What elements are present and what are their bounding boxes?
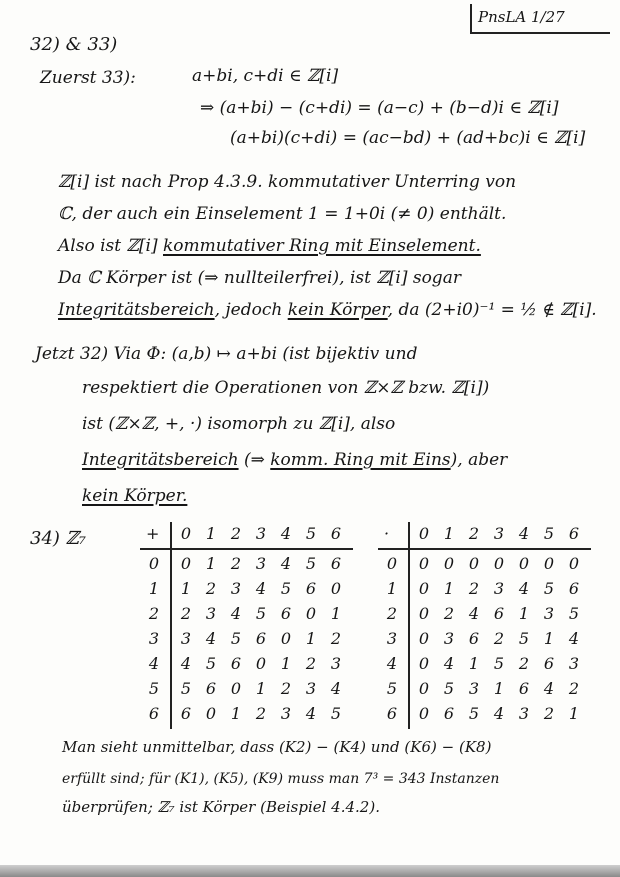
mul-table-cell: 0	[443, 554, 455, 573]
add-table-cell: 4	[280, 554, 292, 573]
add-table-cell: 6	[255, 629, 267, 648]
proof32-line5-underlined: kein Körper.	[82, 486, 188, 506]
mul-table-cell: 0	[468, 554, 480, 573]
mul-table-cell: 2	[543, 704, 555, 723]
mul-table-cell: 3	[518, 704, 530, 723]
mul-table-cell: 3	[468, 679, 480, 698]
add-table-cell: 0	[305, 604, 317, 623]
text-line-5-mid: , jedoch	[214, 300, 288, 320]
add-table-cell: 1	[280, 654, 292, 673]
add-table-cell: 2	[305, 654, 317, 673]
mul-table-header-cell: 4	[518, 524, 530, 543]
add-table-cell: 6	[230, 654, 242, 673]
mul-table-cell: 0	[493, 554, 505, 573]
add-table-row-label: 5	[148, 679, 160, 698]
section-title-32-33: 32) & 33)	[30, 34, 118, 55]
page-header-label: PnsLA 1/27	[478, 8, 565, 26]
add-table-cell: 6	[205, 679, 217, 698]
mul-table-cell: 0	[418, 704, 430, 723]
proof32-line4	[82, 452, 507, 469]
add-table-row-label: 1	[148, 579, 160, 598]
mul-table-row-label: 5	[386, 679, 398, 698]
mul-table-cell: 1	[493, 679, 505, 698]
add-table-cell: 2	[180, 604, 192, 623]
mul-table-cell: 6	[518, 679, 530, 698]
add-table-header-cell: 2	[230, 524, 242, 543]
add-table-vertical-rule	[170, 522, 172, 729]
mul-table-cell: 6	[543, 654, 555, 673]
mul-table-cell: 5	[493, 654, 505, 673]
multiplication-table	[378, 522, 608, 732]
add-table-cell: 0	[205, 704, 217, 723]
add-table-cell: 3	[205, 604, 217, 623]
proof32-line1: Jetzt 32) Via Φ: (a,b) ↦ a+bi (ist bijektiv und	[35, 344, 418, 364]
proof33-label: Zuerst 33):	[40, 68, 136, 88]
mul-table-vertical-rule	[408, 522, 410, 729]
conclusion-line-1: Man sieht unmittelbar, dass (K2) − (K4) und (K6) − (K8)	[62, 738, 492, 756]
text-line-5-underlined-b: kein Körper	[287, 300, 388, 320]
add-table-row-label: 3	[148, 629, 160, 648]
proof32-line3: ist (ℤ×ℤ, +, ·) isomorph zu ℤ[i], also	[82, 414, 396, 434]
mul-table-cell: 6	[468, 629, 480, 648]
add-table-cell: 1	[330, 604, 342, 623]
add-table-cell: 4	[230, 604, 242, 623]
add-table-cell: 3	[230, 579, 242, 598]
add-table-cell: 0	[180, 554, 192, 573]
mul-table-cell: 0	[518, 554, 530, 573]
add-table-cell: 6	[330, 554, 342, 573]
mul-table-row-label: 1	[386, 579, 398, 598]
mul-table-cell: 0	[543, 554, 555, 573]
proof32-line2: respektiert die Operationen von ℤ×ℤ bzw. ℤ[i])	[82, 378, 490, 398]
proof32-line5	[82, 488, 187, 505]
add-table-cell: 2	[280, 679, 292, 698]
mul-table-cell: 6	[568, 579, 580, 598]
add-table-cell: 1	[255, 679, 267, 698]
mul-table-cell: 2	[443, 604, 455, 623]
mul-table-cell: 0	[568, 554, 580, 573]
mul-table-cell: 2	[493, 629, 505, 648]
mul-table-cell: 5	[468, 704, 480, 723]
mul-table-cell: 5	[568, 604, 580, 623]
mul-table-cell: 6	[443, 704, 455, 723]
mul-table-cell: 1	[443, 579, 455, 598]
mul-table-row-label: 2	[386, 604, 398, 623]
add-table-cell: 3	[255, 554, 267, 573]
mul-table-cell: 0	[418, 579, 430, 598]
text-line-2: ℂ, der auch ein Einselement 1 = 1+0i (≠ 0) enthält.	[58, 204, 507, 224]
mul-table-cell: 1	[543, 629, 555, 648]
mul-table-cell: 4	[543, 679, 555, 698]
mul-table-cell: 1	[468, 654, 480, 673]
mul-table-cell: 3	[493, 579, 505, 598]
mul-table-row-label: 0	[386, 554, 398, 573]
mul-table-cell: 4	[493, 704, 505, 723]
add-table-cell: 2	[230, 554, 242, 573]
text-line-5	[58, 302, 597, 319]
header-rule-vertical	[470, 4, 472, 34]
conclusion-line-2: erfüllt sind; für (K1), (K5), (K9) muss man 7³ = 343 Instanzen	[62, 771, 500, 787]
add-table-cell: 3	[180, 629, 192, 648]
proof33-line1: a+bi, c+di ∈ ℤ[i]	[192, 66, 339, 86]
text-line-4: Da ℂ Körper ist (⇒ nullteilerfrei), ist ℤ[i] sogar	[58, 268, 461, 288]
add-table-header-cell: 0	[180, 524, 192, 543]
add-table-cell: 1	[205, 554, 217, 573]
conclusion-line-3: überprüfen; ℤ₇ ist Körper (Beispiel 4.4.2).	[62, 798, 380, 816]
proof33-line3: (a+bi)(c+di) = (ac−bd) + (ad+bc)i ∈ ℤ[i]	[230, 128, 586, 148]
mul-table-cell: 2	[468, 579, 480, 598]
mul-table-cell: 1	[518, 604, 530, 623]
mul-table-row-label: 6	[386, 704, 398, 723]
mul-table-cell: 4	[443, 654, 455, 673]
add-table-cell: 2	[205, 579, 217, 598]
section-title-34: 34) ℤ₇	[30, 528, 87, 549]
text-line-5-underlined-a: Integritätsbereich	[58, 300, 215, 320]
mul-table-header-cell: 0	[418, 524, 430, 543]
add-table-row-label: 0	[148, 554, 160, 573]
text-line-3-underlined: kommutativer Ring mit Einselement.	[163, 236, 481, 256]
add-table-cell: 3	[330, 654, 342, 673]
add-table-header-cell: 3	[255, 524, 267, 543]
mul-table-cell: 0	[418, 629, 430, 648]
mul-table-cell: 4	[468, 604, 480, 623]
mul-table-cell: 6	[493, 604, 505, 623]
add-table-header-cell: 6	[330, 524, 342, 543]
add-table-cell: 5	[280, 579, 292, 598]
add-table-header-cell: 4	[280, 524, 292, 543]
mul-table-cell: 0	[418, 679, 430, 698]
add-table-row-label: 2	[148, 604, 160, 623]
mul-table-header-cell: 2	[468, 524, 480, 543]
text-line-5-suffix: , da (2+i0)⁻¹ = ½ ∉ ℤ[i].	[387, 300, 597, 320]
mul-table-cell: 0	[418, 554, 430, 573]
add-table-cell: 0	[280, 629, 292, 648]
mul-table-cell: 1	[568, 704, 580, 723]
mul-table-row-label: 3	[386, 629, 398, 648]
add-table-horizontal-rule	[140, 548, 353, 550]
add-table-cell: 4	[255, 579, 267, 598]
add-table-cell: 5	[205, 654, 217, 673]
proof32-line4-suffix: ), aber	[450, 450, 508, 470]
mul-table-cell: 0	[418, 654, 430, 673]
add-table-cell: 6	[305, 579, 317, 598]
add-table-cell: 4	[205, 629, 217, 648]
proof32-line4-mid: (⇒	[238, 450, 271, 470]
add-table-cell: 1	[230, 704, 242, 723]
mul-table-operator: ·	[384, 524, 390, 543]
mul-table-cell: 5	[443, 679, 455, 698]
mul-table-cell: 3	[443, 629, 455, 648]
add-table-cell: 0	[330, 579, 342, 598]
add-table-cell: 1	[180, 579, 192, 598]
add-table-cell: 6	[180, 704, 192, 723]
scan-bottom-edge	[0, 865, 620, 877]
proof32-line4-underlined-a: Integritätsbereich	[82, 450, 239, 470]
proof33-line2: ⇒ (a+bi) − (c+di) = (a−c) + (b−d)i ∈ ℤ[i]	[200, 98, 559, 118]
add-table-cell: 4	[330, 679, 342, 698]
add-table-cell: 6	[280, 604, 292, 623]
add-table-cell: 2	[255, 704, 267, 723]
text-line-1: ℤ[i] ist nach Prop 4.3.9. kommutativer Unterring von	[58, 172, 517, 192]
mul-table-cell: 5	[518, 629, 530, 648]
add-table-cell: 1	[305, 629, 317, 648]
add-table-cell: 3	[305, 679, 317, 698]
add-table-cell: 4	[180, 654, 192, 673]
add-table-cell: 5	[180, 679, 192, 698]
add-table-cell: 5	[230, 629, 242, 648]
mul-table-header-cell: 5	[543, 524, 555, 543]
add-table-cell: 0	[255, 654, 267, 673]
add-table-cell: 4	[305, 704, 317, 723]
text-line-3	[58, 238, 481, 255]
add-table-header-cell: 5	[305, 524, 317, 543]
proof32-line4-underlined-b: komm. Ring mit Eins	[270, 450, 451, 470]
mul-table-cell: 3	[568, 654, 580, 673]
add-table-cell: 2	[330, 629, 342, 648]
addition-table	[140, 522, 365, 732]
add-table-row-label: 4	[148, 654, 160, 673]
add-table-row-label: 6	[148, 704, 160, 723]
add-table-cell: 3	[280, 704, 292, 723]
mul-table-cell: 0	[418, 604, 430, 623]
mul-table-cell: 3	[543, 604, 555, 623]
add-table-operator: +	[146, 524, 160, 543]
mul-table-header-cell: 3	[493, 524, 505, 543]
mul-table-cell: 4	[518, 579, 530, 598]
mul-table-horizontal-rule	[378, 548, 591, 550]
header-rule-horizontal	[470, 32, 610, 34]
text-line-3-prefix: Also ist ℤ[i]	[58, 236, 163, 256]
mul-table-header-cell: 1	[443, 524, 455, 543]
mul-table-row-label: 4	[386, 654, 398, 673]
mul-table-cell: 2	[518, 654, 530, 673]
mul-table-cell: 2	[568, 679, 580, 698]
add-table-cell: 5	[255, 604, 267, 623]
add-table-cell: 5	[305, 554, 317, 573]
mul-table-cell: 5	[543, 579, 555, 598]
add-table-cell: 0	[230, 679, 242, 698]
mul-table-cell: 4	[568, 629, 580, 648]
add-table-header-cell: 1	[205, 524, 217, 543]
mul-table-header-cell: 6	[568, 524, 580, 543]
add-table-cell: 5	[330, 704, 342, 723]
